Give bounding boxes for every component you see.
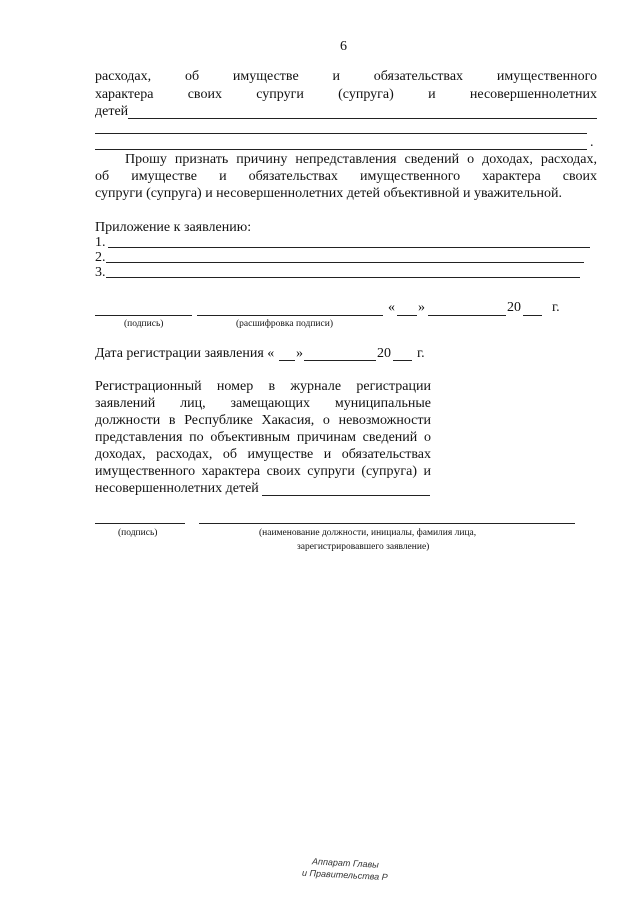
page-number: 6 xyxy=(340,39,347,54)
signature-date-quote-open: « xyxy=(388,300,395,315)
signature-date-quote-close: » xyxy=(418,300,425,315)
registration-number-line-5: доходах, расходах, об имуществе и обязательствах xyxy=(95,447,431,462)
intro-line-3: детей xyxy=(95,104,129,119)
intro-fill-line-3[interactable] xyxy=(95,149,587,150)
signature-date-year-prefix: 20 xyxy=(507,300,521,315)
attachment-item-1-line[interactable] xyxy=(108,247,590,248)
request-line-2: об имуществе и обязательствах имущественного характера своих xyxy=(95,169,597,184)
registration-date-label: Дата регистрации заявления « xyxy=(95,346,275,361)
signature-date-day-line[interactable] xyxy=(397,315,417,316)
attachment-item-1-number: 1. xyxy=(95,235,106,250)
registration-date-month-line[interactable] xyxy=(304,360,376,361)
registration-number-line-3: должности в Республике Хакасия, о невозможности xyxy=(95,413,431,428)
intro-end-mark: . xyxy=(590,135,594,150)
signature-caption: (подпись) xyxy=(124,319,164,329)
registration-number-line-4: представления по объективным причинам сведений о xyxy=(95,430,431,445)
registrar-signature-caption: (подпись) xyxy=(118,528,158,538)
registration-date-quote-close: » xyxy=(296,346,303,361)
signature-date-year-line[interactable] xyxy=(523,315,542,316)
attachment-item-2-number: 2. xyxy=(95,250,106,265)
registrar-signature-line[interactable] xyxy=(95,523,185,524)
registrar-position-caption-1: (наименование должности, инициалы, фамилия лица, xyxy=(259,528,477,538)
intro-fill-line-1[interactable] xyxy=(128,118,597,119)
registration-number-line-6: имущественного характера своих супруги (супруга) и xyxy=(95,464,431,479)
registration-date-day-line[interactable] xyxy=(279,360,295,361)
signature-date-month-line[interactable] xyxy=(428,315,506,316)
intro-line-1: расходах, об имуществе и обязательствах имущественного xyxy=(95,69,597,84)
intro-fill-line-2[interactable] xyxy=(95,133,587,134)
registration-number-line-2: заявлений лиц, замещающих муниципальные xyxy=(95,396,431,411)
attachment-item-2-line[interactable] xyxy=(106,262,584,263)
signature-line[interactable] xyxy=(95,315,192,316)
registration-date-year-suffix: г. xyxy=(417,346,425,361)
registration-number-line-7: несовершеннолетних детей xyxy=(95,481,259,496)
registrar-position-line[interactable] xyxy=(199,523,575,524)
registration-number-fill-line[interactable] xyxy=(262,495,430,496)
request-line-3: супруги (супруга) и несовершеннолетних детей объективной и уважительной. xyxy=(95,186,562,201)
attachment-title: Приложение к заявлению: xyxy=(95,220,252,235)
stamp-line-2: и Правительства Р xyxy=(301,867,388,883)
intro-line-2: характера своих супруги (супруга) и несовершеннолетних xyxy=(95,87,597,102)
registration-date-year-line[interactable] xyxy=(393,360,412,361)
signature-decoding-caption: (расшифровка подписи) xyxy=(236,319,333,329)
attachment-item-3-line[interactable] xyxy=(106,277,580,278)
stamp-line-1: Аппарат Главы xyxy=(311,856,380,870)
attachment-item-3-number: 3. xyxy=(95,265,106,280)
registration-number-line-1: Регистрационный номер в журнале регистрации xyxy=(95,379,431,394)
registrar-position-caption-2: зарегистрировавшего заявление) xyxy=(297,542,430,552)
signature-date-year-suffix: г. xyxy=(552,300,560,315)
request-line-1: Прошу признать причину непредставления сведений о доходах, расходах, xyxy=(125,152,597,167)
signature-decoding-line[interactable] xyxy=(197,315,383,316)
registration-date-year-prefix: 20 xyxy=(377,346,391,361)
